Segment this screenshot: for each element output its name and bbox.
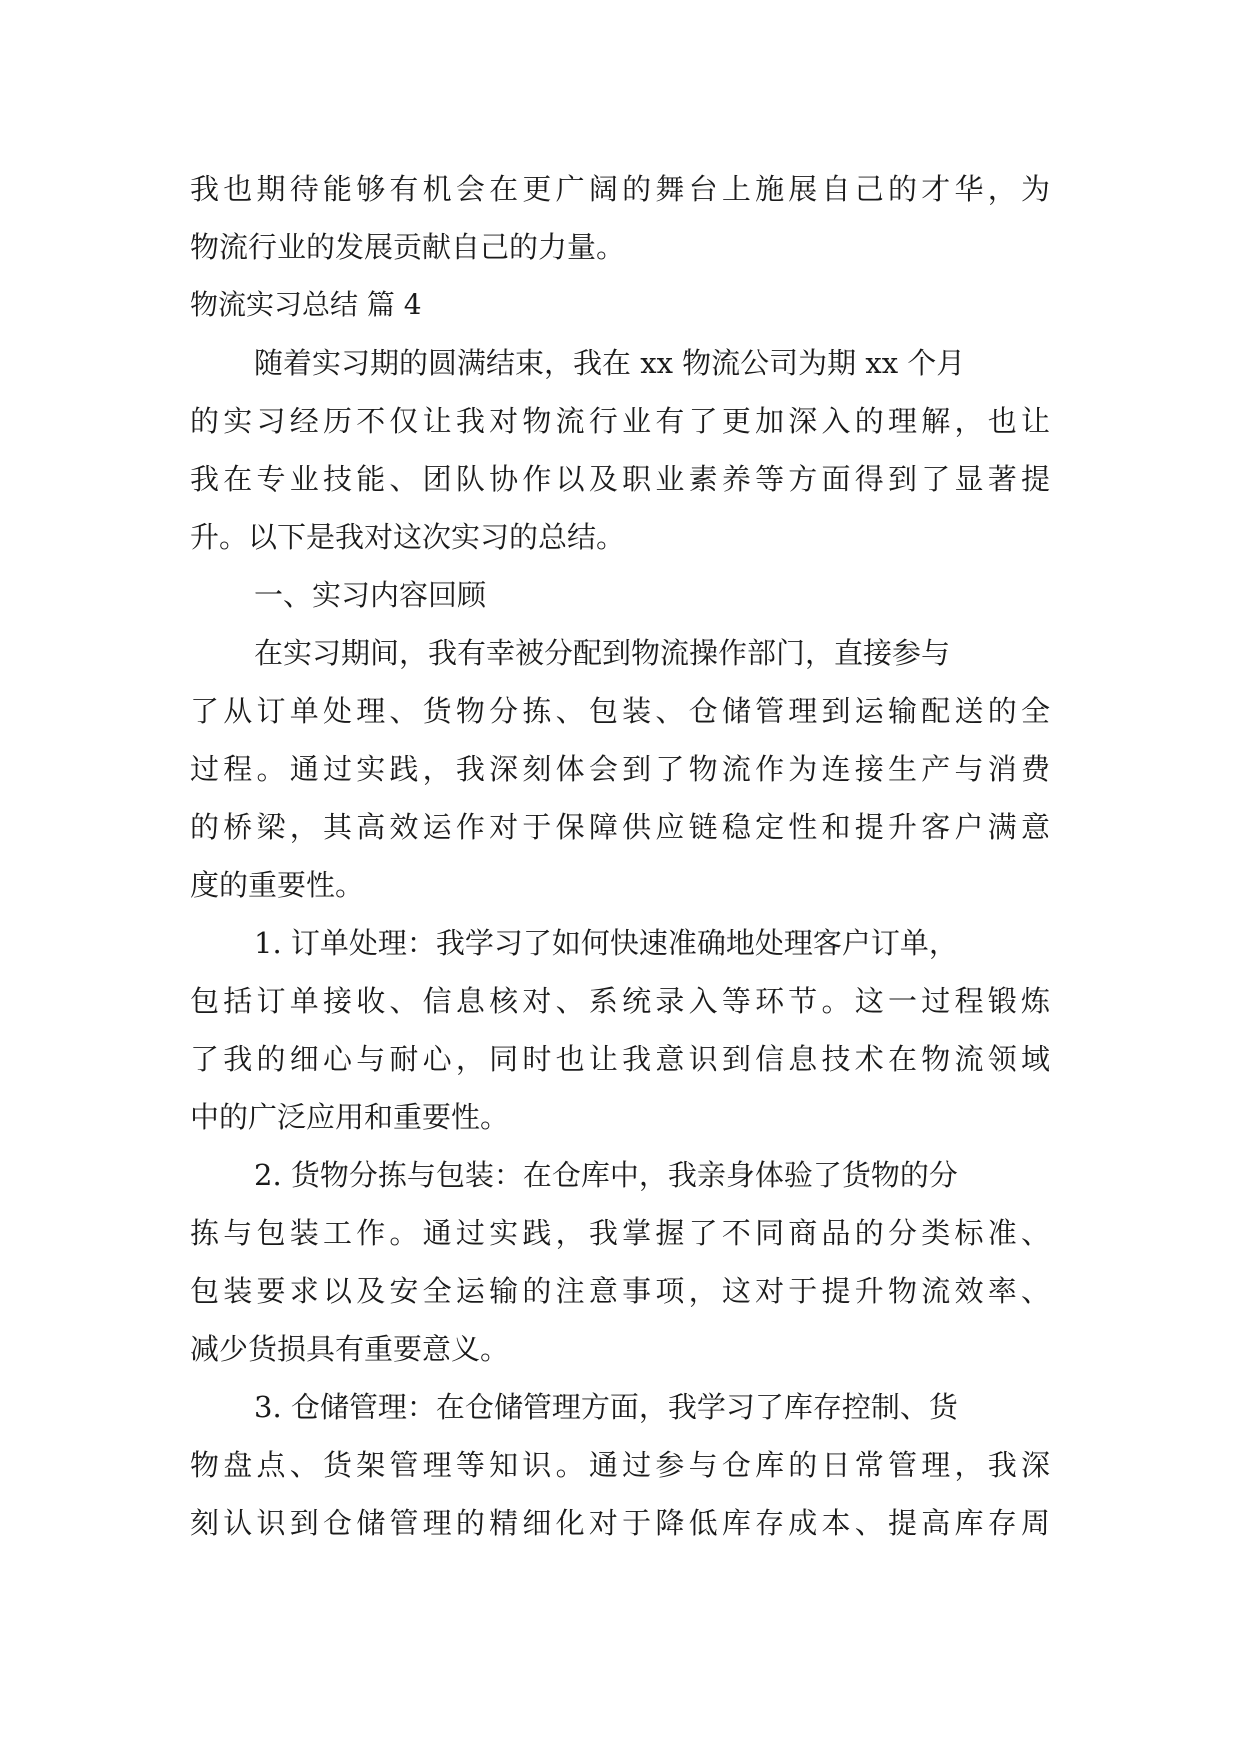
paragraph-line [190,566,1050,624]
line-text: 的桥梁，其高效运作对于保障供应链稳定性和提升客户满意 [190,810,1050,844]
paragraph-line [190,334,1050,392]
line-text: 拣与包装工作。通过实践，我掌握了不同商品的分类标准、 [190,1216,1050,1250]
line-text: 升。以下是我对这次实习的总结。 [190,520,626,554]
paragraph-line [190,624,1050,682]
paragraph-line [190,508,1050,566]
paragraph-line [190,914,1050,972]
line-text: 我也期待能够有机会在更广阔的舞台上施展自己的才华，为 [190,172,1050,206]
line-text: 在实习期间，我有幸被分配到物流操作部门，直接参与 [254,636,951,670]
line-text: 中的广泛应用和重要性。 [190,1100,510,1134]
paragraph-line [190,1494,1050,1552]
paragraph-line [190,160,1050,218]
line-text: 物盘点、货架管理等知识。通过参与仓库的日常管理，我深 [190,1448,1050,1482]
line-text: 过程。通过实践，我深刻体会到了物流作为连接生产与消费 [190,752,1050,786]
paragraph-line [190,856,1050,914]
line-text: 减少货损具有重要意义。 [190,1332,510,1366]
paragraph-line [190,798,1050,856]
line-text: 随着实习期的圆满结束，我在 xx 物流公司为期 xx 个月 [254,346,966,380]
line-text: 包装要求以及安全运输的注意事项，这对于提升物流效率、 [190,1274,1050,1308]
paragraph-line [190,1320,1050,1378]
line-text: 刻认识到仓储管理的精细化对于降低库存成本、提高库存周 [190,1506,1050,1540]
paragraph-line [190,450,1050,508]
document-body [190,160,1050,1552]
paragraph-line [190,1088,1050,1146]
paragraph-line [190,1436,1050,1494]
paragraph-line [190,1146,1050,1204]
paragraph-line [190,740,1050,798]
line-text: 了从订单处理、货物分拣、包装、仓储管理到运输配送的全 [190,694,1050,728]
paragraph-line [190,1262,1050,1320]
paragraph-line [190,218,1050,276]
line-text: 我在专业技能、团队协作以及职业素养等方面得到了显著提 [190,462,1050,496]
line-text: 3. 仓储管理：在仓储管理方面，我学习了库存控制、货 [254,1390,958,1424]
section-heading [190,276,1050,334]
line-text: 物流实习总结 篇 4 [190,288,422,321]
line-text: 物流行业的发展贡献自己的力量。 [190,230,626,264]
paragraph-line [190,392,1050,450]
line-text: 的实习经历不仅让我对物流行业有了更加深入的理解，也让 [190,404,1050,438]
line-text: 度的重要性。 [190,868,365,902]
paragraph-line [190,1378,1050,1436]
paragraph-line [190,1204,1050,1262]
line-text: 了我的细心与耐心，同时也让我意识到信息技术在物流领域 [190,1042,1050,1076]
line-text: 一、实习内容回顾 [254,578,487,612]
paragraph-line [190,972,1050,1030]
paragraph-line [190,1030,1050,1088]
line-text: 包括订单接收、信息核对、系统录入等环节。这一过程锻炼 [190,984,1050,1018]
paragraph-line [190,682,1050,740]
line-text: 2. 货物分拣与包装：在仓库中，我亲身体验了货物的分 [254,1158,958,1192]
line-text: 1. 订单处理：我学习了如何快速准确地处理客户订单， [254,926,958,960]
